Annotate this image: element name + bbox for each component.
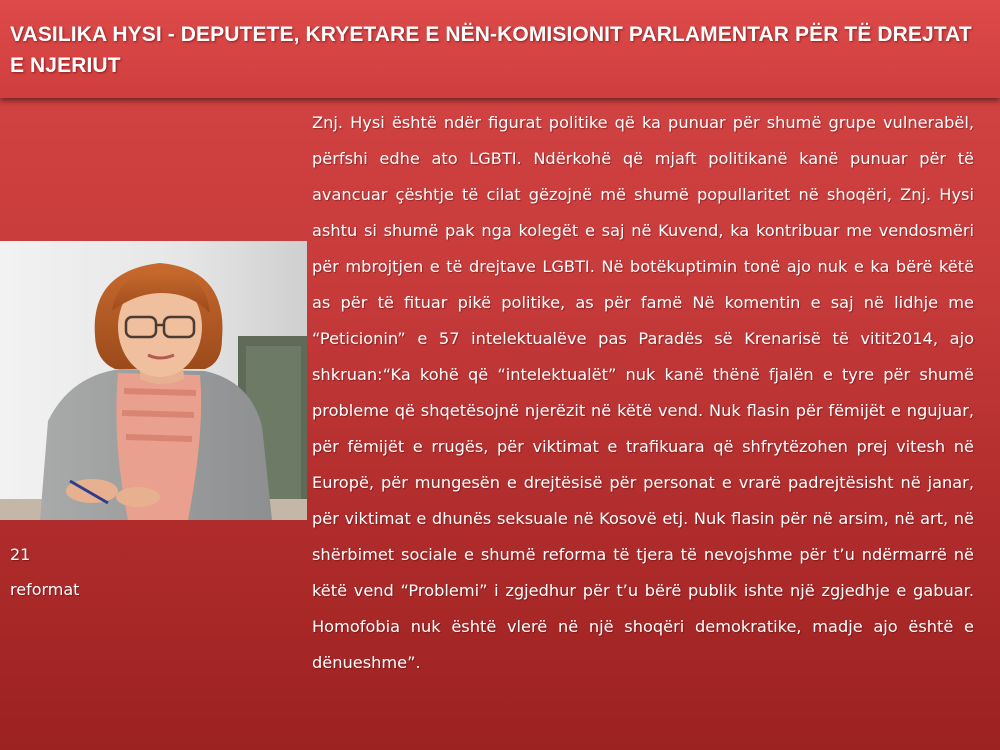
body-paragraph: Znj. Hysi është ndër figurat politike që ka punuar për shumë grupe vulnerabël, përfshi edhe ato LGBTI. Ndërkohë që mjaft politikanë kanë punuar për të avancuar çështje të cilat gëzojnë më shumë popullaritet në shoqëri, Znj. Hysi ashtu si shumë pak nga kolegët e saj në Kuvend, ka kontribuar me vendosmëri për mbrojtjen e të drejtave LGBTI. Në botëkuptimin tonë ajo nuk e ka bërë këtë as për të fituar pikë politike, as për famë Në komentin e saj në lidhje me “Peticionin” e 57 intelektualëve pas Paradës së Krenarisë të vitit2014, ajo shkruan:“Ka kohë që “intelektualët” nuk kanë thënë fjalën e tyre për shumë probleme që shqetësojnë njerëzit në këtë vend. Nuk flasin për fëmijët e ngujuar, për fëmijët e rrugës, për viktimat e trafikuara që shfrytëzohen prej vitesh në Europë, për mungesën e drejtësisë për personat e vrarë padrejtësisht në janar, për viktimat e dhunës seksuale në Kosovë etj. Nuk flasin për në arsim, në art, në shërbimet sociale e shumë reforma të tjera të nevojshme për t’u ndërmarrë në këtë vend “Problemi” i zgjedhur për t’u bërë publik ishte një zgjedhje e gabuar. Homofobia nuk është vlerë në një shoqëri demokratike, madje ajo është e dënueshme”.: [312, 113, 974, 672]
portrait-photo: [0, 241, 307, 520]
side-number: 21: [10, 545, 31, 564]
side-word: reformat: [10, 580, 80, 599]
slide-title: VASILIKA HYSI - DEPUTETE, KRYETARE E NËN-KOMISIONIT PARLAMENTAR PËR TË DREJTAT E NJERIUT: [10, 23, 972, 77]
title-bar: [0, 0, 1000, 98]
